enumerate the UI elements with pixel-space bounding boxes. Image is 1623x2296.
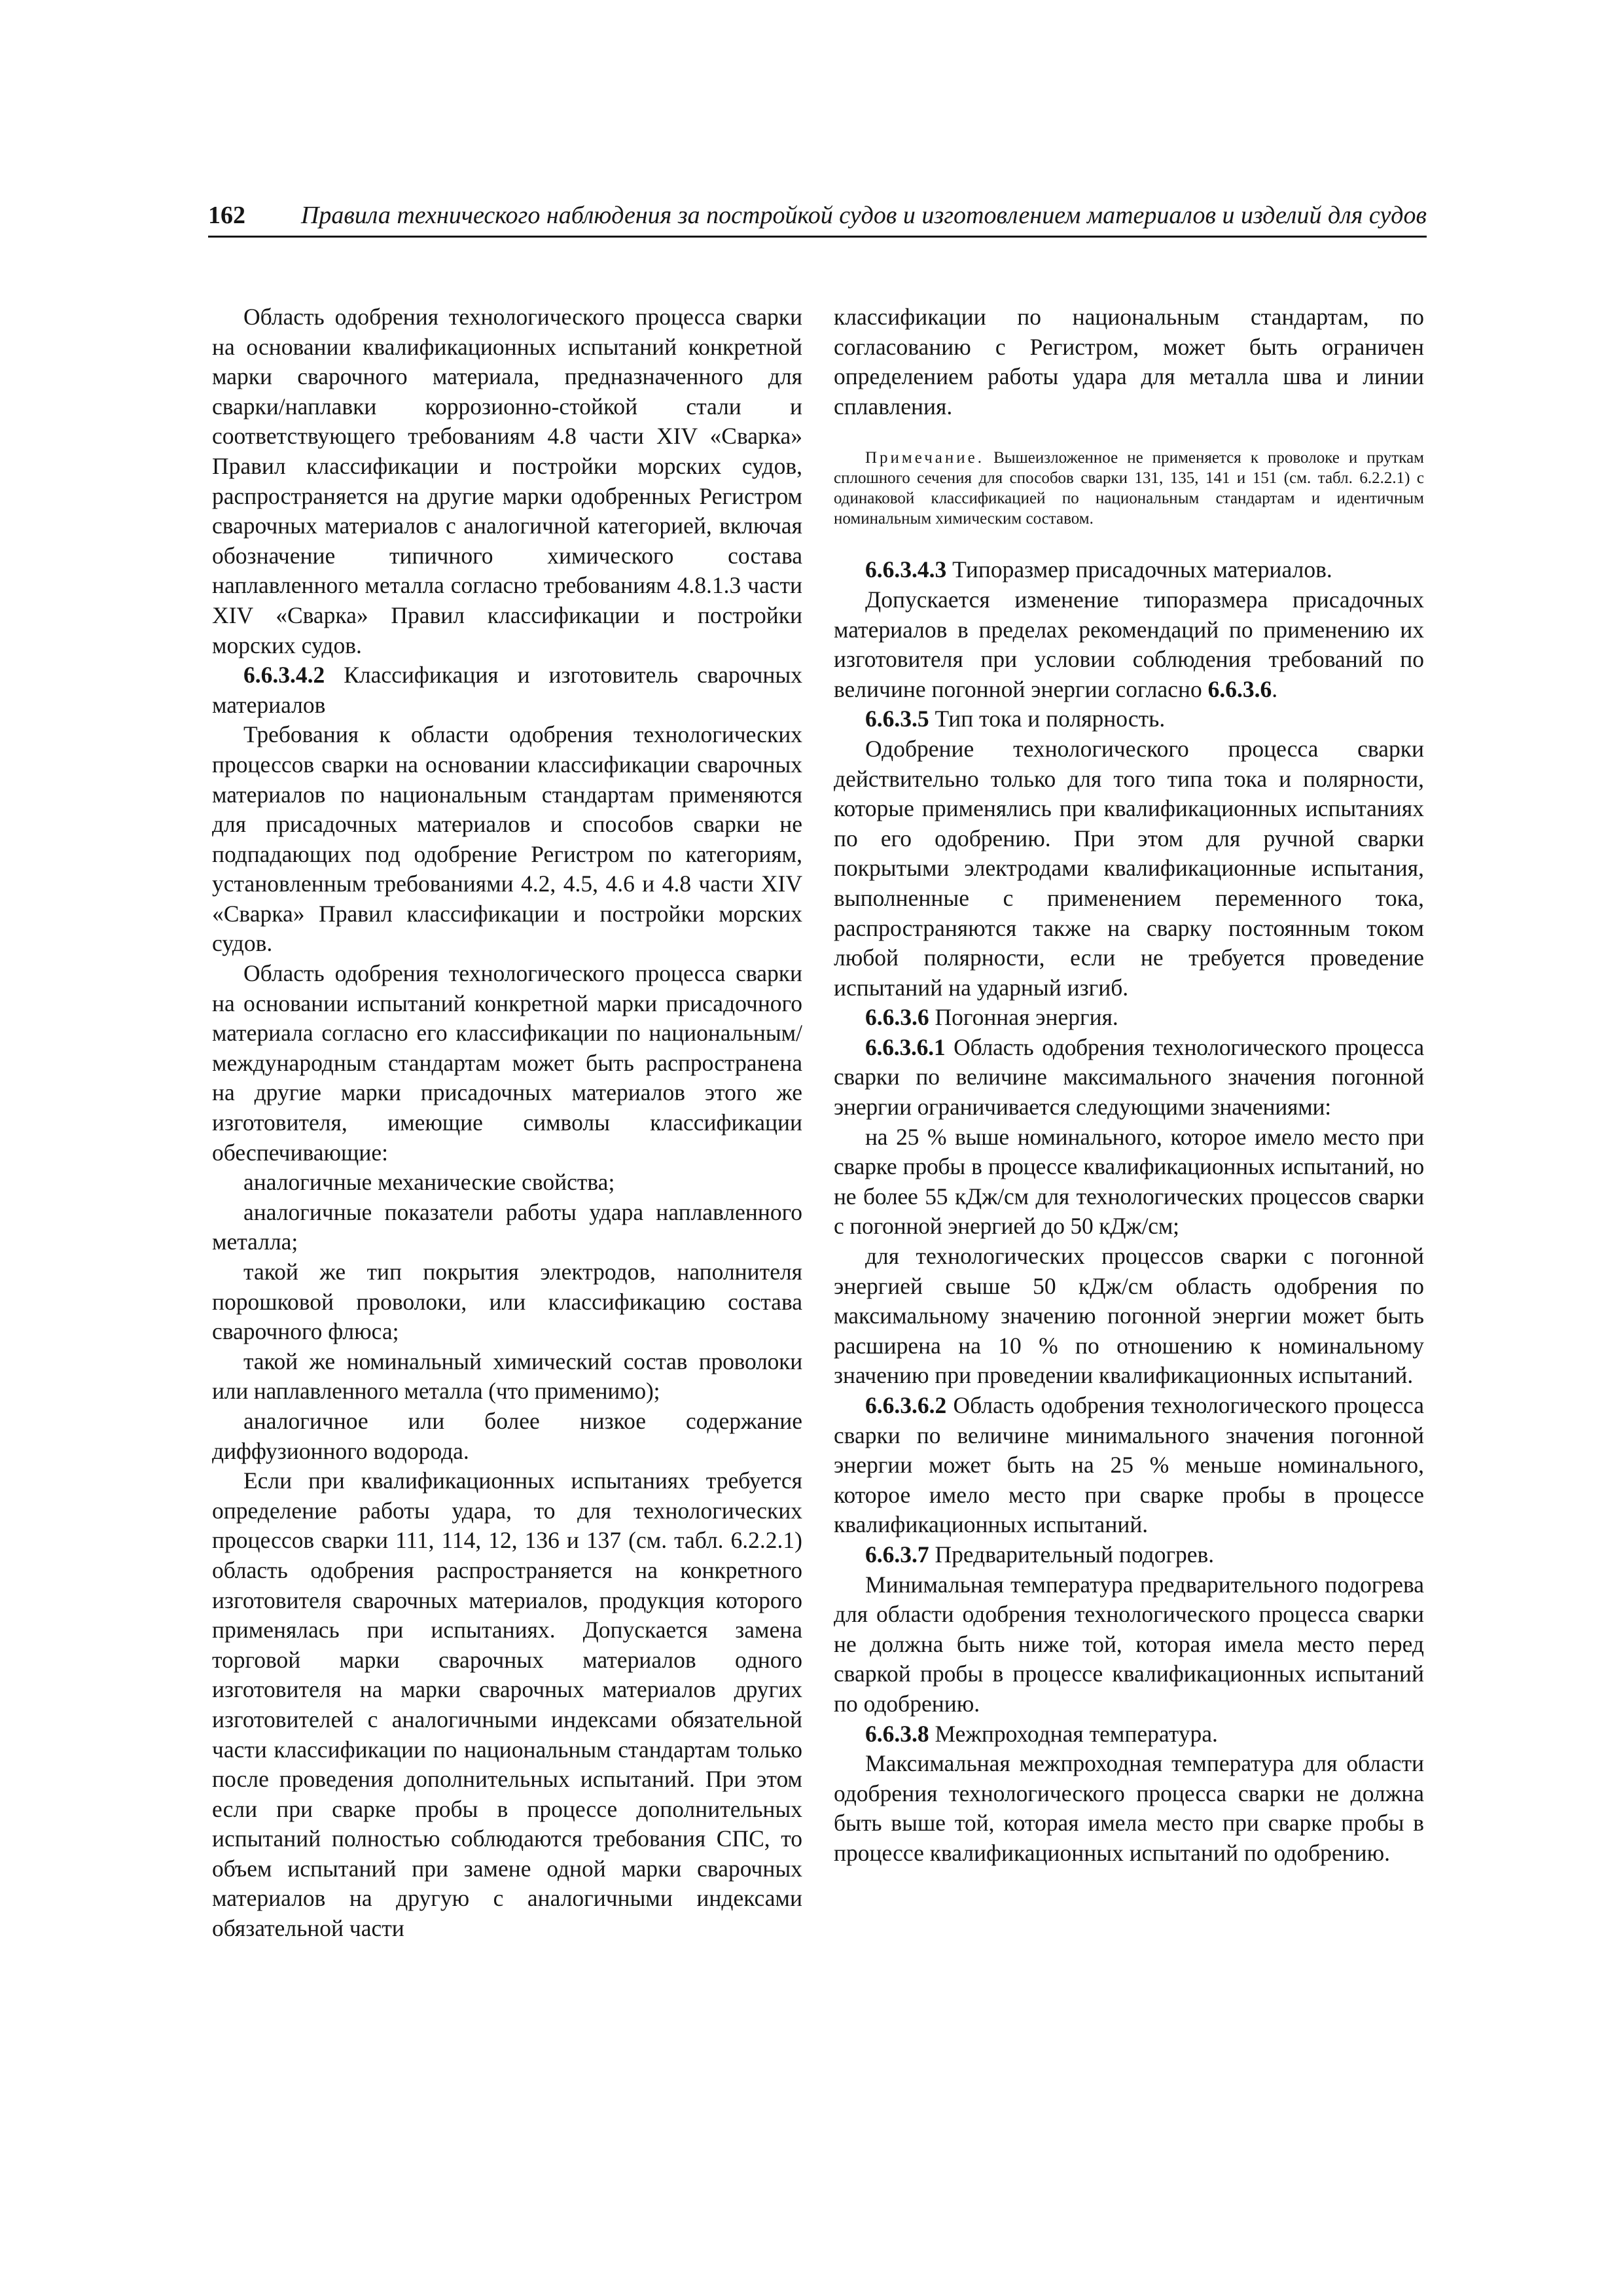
paragraph-interpass: Максимальная межпроходная температура для области одобрения технологического процесса сварки не должна быть выше той, которая имела место при сварке пробы в процессе квалификационных испытаний по одобрению. [834, 1750, 1424, 1866]
paragraph-size: Допускается изменение типоразмера присадочных материалов в пределах рекомендаций по применению их изготовителя при условии соблюдения требований по величине погонной энергии согласно 6.6.3.6. [834, 586, 1424, 702]
section-text: Область одобрения технологического процесса сварки по величине минимального значения погонной энергии может быть на 25 % меньше номинального, которое имело место при сварке пробы в процессе квалификационных испытаний. [834, 1392, 1424, 1538]
list-item-coating: такой же тип покрытия электродов, наполнителя порошковой проволоки, или классификацию состава сварочного флюса; [212, 1259, 802, 1345]
paragraph-scope-filler: Область одобрения технологического процесса сварки на основании испытаний конкретной марки присадочного материала согласно его классификации по национальным/международным стандартам может быть распространена на другие марки присадочных материалов этого же изготовителя, имеющие символы классификации обеспечивающие: [212, 960, 802, 1166]
list-item-hydrogen: аналогичное или более низкое содержание диффузионного водорода. [212, 1407, 802, 1464]
paragraph-current: Одобрение технологического процесса сварки действительно только для того типа тока и полярности, которые применялись при квалификационных испытаниях по его одобрению. При этом для ручной сварки покрытыми электродами квалификационные испытания, выполненные с применением переменного тока, распространяются также на сварку постоянным током любой полярности, если не требуется проведение испытаний на ударный изгиб. [834, 735, 1424, 1001]
section-6-6-3-8 [834, 1719, 1424, 1749]
paragraph-max-energy-a: на 25 % выше номинального, которое имело место при сварке пробы в процессе квалификационных испытаний, но не более 55 кДж/см для технологических процессов сварки с погонной энергией до 50 кДж/см; [834, 1123, 1424, 1240]
section-number: 6.6.3.4.2 [243, 662, 325, 689]
section-6-6-3-4-3 [834, 555, 1424, 585]
section-6-6-3-4-2 [212, 660, 802, 720]
section-6-6-3-6 [834, 1003, 1424, 1033]
section-number: 6.6.3.8 [865, 1720, 929, 1747]
section-title: Погонная энергия. [935, 1004, 1118, 1031]
right-column [834, 302, 1424, 1869]
section-title: Предварительный подогрев. [935, 1541, 1215, 1568]
paragraph-preheat: Минимальная температура предварительного подогрева для области одобрения технологического процесса сварки не должна быть ниже той, которая имела место перед сваркой пробы в процессе квалификационных испытаний по одобрению. [834, 1571, 1424, 1717]
header-rule [208, 236, 1427, 238]
section-6-6-3-7 [834, 1540, 1424, 1570]
section-title: Тип тока и полярность. [935, 706, 1166, 732]
note-block [834, 448, 1424, 529]
section-6-6-3-6-1 [834, 1033, 1424, 1122]
paragraph-max-energy-b: для технологических процессов сварки с погонной энергией свыше 50 кДж/см область одобрения по максимальному значению погонной энергии может быть расширена на 10 % по отношению к номинальному значению при проведении квалификационных испытаний. [834, 1243, 1424, 1389]
running-title: Правила технического наблюдения за постройкой судов и изготовлением материалов и изделий для судов [300, 202, 1427, 229]
list-item-impact: аналогичные показатели работы удара наплавленного металла; [212, 1198, 802, 1255]
paragraph-continuation: классификации по национальным стандартам, по согласованию с Регистром, может быть ограничен определением работы удара для металла шва и линии сплавления. [834, 304, 1424, 420]
note-text: Вышеизложенное не применяется к проволоке и пруткам сплошного сечения для способов сварки 131, 135, 141 и 151 (см. табл. 6.2.2.1) с одинаковой классификацией по национальным стандартам и идентичным номинальным химическим составом. [834, 449, 1424, 528]
page-number: 162 [208, 202, 245, 229]
section-title: Межпроходная температура. [935, 1720, 1218, 1747]
section-6-6-3-6-2 [834, 1391, 1424, 1540]
paragraph-scope-corrosion: Область одобрения технологического процесса сварки на основании квалификационных испытаний конкретной марки сварочного материала, предназначенного для сварки/наплавки коррозионно-стойкой стали и соответствующего требованиям 4.8 части XIV «Сварка» Правил классификации и постройки морских судов, распространяется на другие марки одобренных Регистром сварочных материалов с аналогичной категорией, включая обозначение типичного химического состава наплавленного металла согласно требованиям 4.8.1.3 части XIV «Сварка» Правил классификации и постройки морских судов. [212, 304, 802, 658]
section-number: 6.6.3.5 [865, 706, 929, 732]
section-text: Область одобрения технологического процесса сварки по величине максимального значения погонной энергии ограничивается следующими значениями: [834, 1033, 1424, 1121]
paragraph-size-text: Допускается изменение типоразмера присадочных материалов в пределах рекомендаций по применению их изготовителя при условии соблюдения требований по величине погонной энергии согласно [834, 586, 1424, 702]
section-6-6-3-5 [834, 704, 1424, 734]
section-title: Типоразмер присадочных материалов. [952, 556, 1332, 583]
list-item-chemical: такой же номинальный химический состав проволоки или наплавленного металла (что применимо); [212, 1348, 802, 1405]
section-title: Классификация и изготовитель сварочных материалов [212, 662, 802, 718]
note-label: Примечание. [865, 449, 985, 467]
list-item-mechanical: аналогичные механические свойства; [243, 1169, 615, 1196]
paragraph-national-standards: Требования к области одобрения технологических процессов сварки на основании классификации сварочных материалов по национальным стандартам применяются для присадочных материалов и способов сварки не подпадающих под одобрение Регистром по категориям, установленным требованиями 4.2, 4.5, 4.6 и 4.8 части XIV «Сварка» Правил классификации и постройки морских судов. [212, 721, 802, 957]
section-number: 6.6.3.6 [865, 1004, 929, 1031]
section-number: 6.6.3.6.2 [865, 1392, 947, 1418]
paragraph-impact-tests: Если при квалификационных испытаниях требуется определение работы удара, то для технологических процессов сварки 111, 114, 12, 136 и 137 (см. табл. 6.2.2.1) область одобрения распространяется на конкретного изготовителя сварочных материалов, продукция которого применялась при испытаниях. Допускается замена торговой марки сварочных материалов одного изготовителя на марки сварочных материалов других изготовителей с аналогичными индексами обязательной части классификации по национальным стандартам только после проведения дополнительных испытаний. При этом если при сварке пробы в процессе дополнительных испытаний полностью соблюдаются требования СПС, то объем испытаний при замене одной марки сварочных материалов на другую с аналогичными индексами обязательной части [212, 1467, 802, 1942]
section-number: 6.6.3.4.3 [865, 556, 947, 583]
page-header [208, 196, 1427, 234]
section-number: 6.6.3.7 [865, 1541, 929, 1568]
section-number: 6.6.3.6.1 [865, 1033, 946, 1060]
left-column [212, 302, 802, 1944]
section-reference: 6.6.3.6 [1207, 675, 1272, 702]
